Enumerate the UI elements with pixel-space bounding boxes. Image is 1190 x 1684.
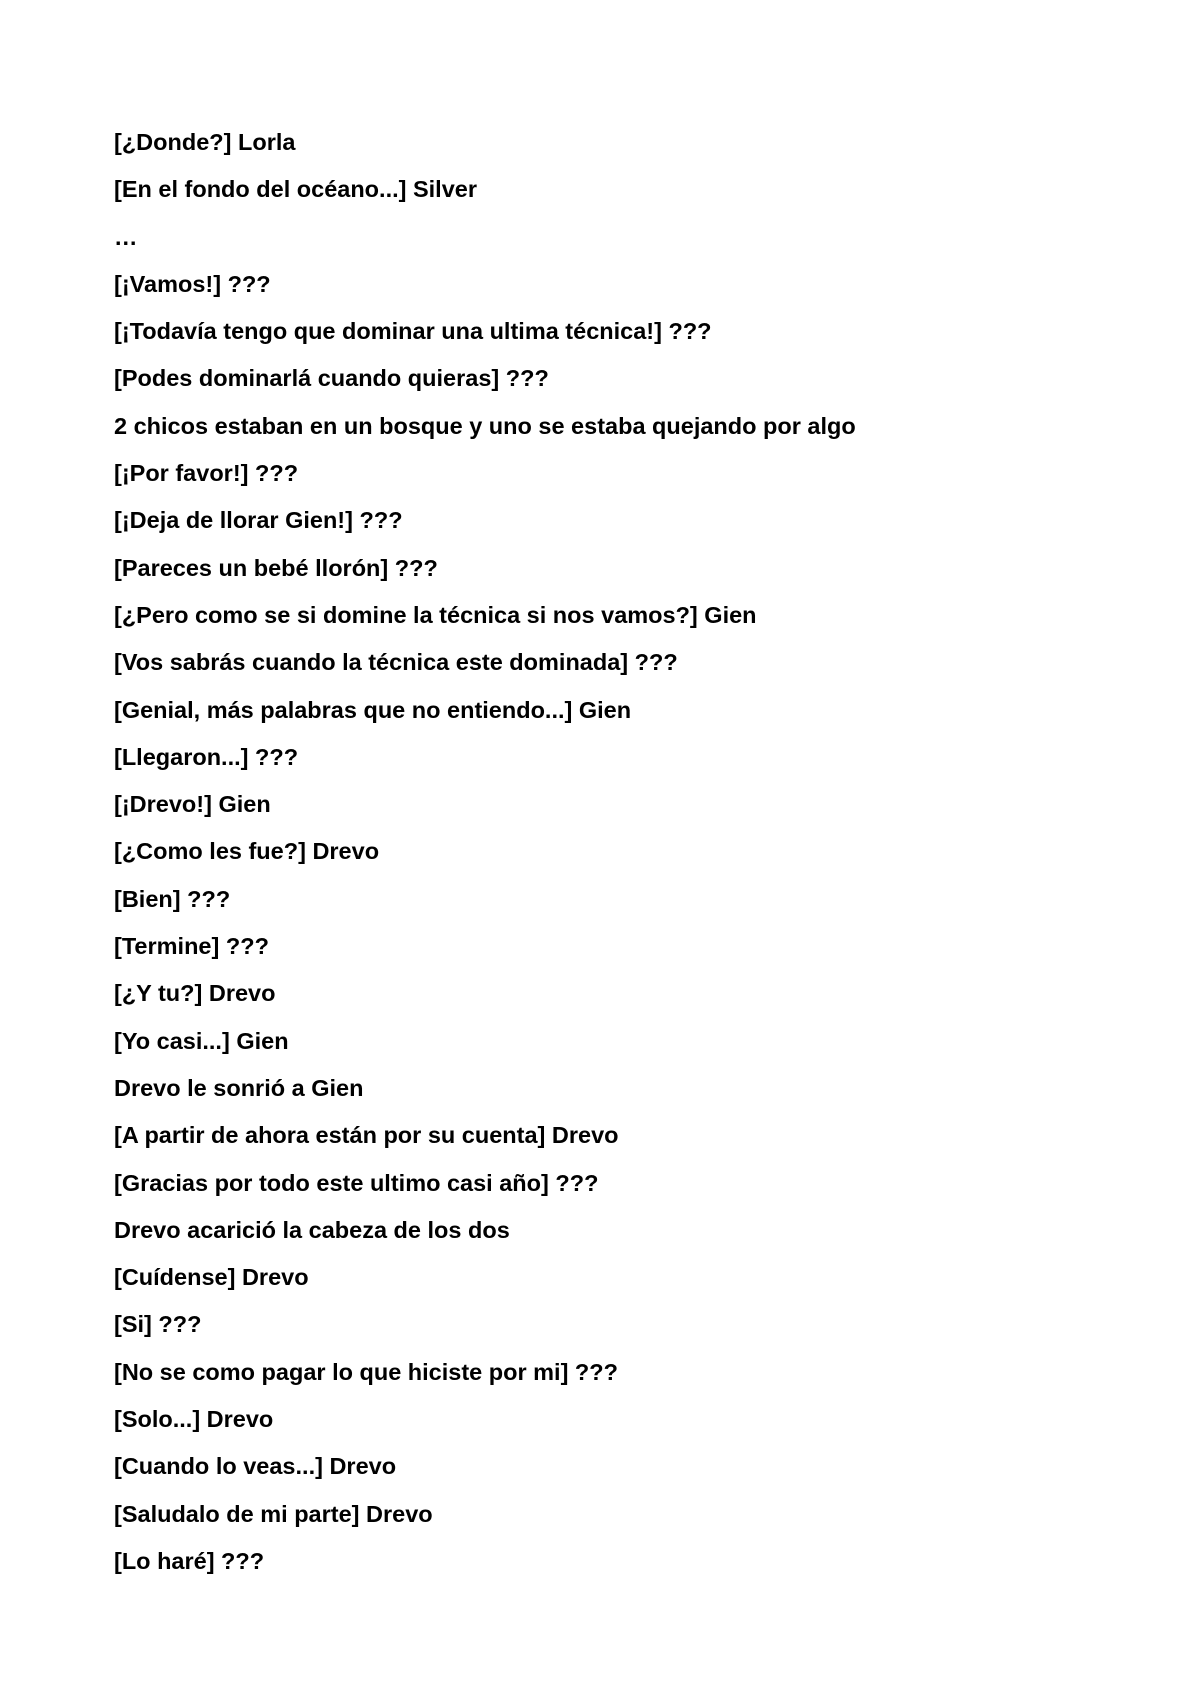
text-line: [¡Todavía tengo que dominar una ultima técnica!] ??? — [114, 318, 712, 345]
text-line: [Bien] ??? — [114, 885, 231, 912]
dialogue-text — [114, 127, 856, 1593]
text-line: [¡Por favor!] ??? — [114, 460, 299, 487]
text-line: [¿Pero como se si domine la técnica si nos vamos?] Gien — [114, 601, 757, 628]
text-line: [Cuídense] Drevo — [114, 1264, 309, 1291]
text-line: [Solo...] Drevo — [114, 1406, 274, 1433]
text-line: [Llegaron...] ??? — [114, 743, 299, 770]
text-line: [¡Deja de llorar Gien!] ??? — [114, 507, 403, 534]
text-line: [Pareces un bebé llorón] ??? — [114, 554, 438, 581]
text-line: [Lo haré] ??? — [114, 1547, 265, 1574]
text-line: [Cuando lo veas...] Drevo — [114, 1453, 397, 1480]
text-line: [¿Como les fue?] Drevo — [114, 838, 380, 865]
text-line: [Podes dominarlá cuando quieras] ??? — [114, 365, 549, 392]
text-line: … — [114, 223, 138, 250]
text-line: Drevo le sonrió a Gien — [114, 1074, 364, 1101]
text-line: 2 chicos estaban en un bosque y uno se estaba quejando por algo — [114, 412, 856, 439]
text-line: [Si] ??? — [114, 1311, 202, 1338]
text-line: [Genial, más palabras que no entiendo...] Gien — [114, 696, 632, 723]
text-line: [¡Vamos!] ??? — [114, 270, 271, 297]
text-line: [Vos sabrás cuando la técnica este dominada] ??? — [114, 649, 678, 676]
text-line: [¿Y tu?] Drevo — [114, 980, 276, 1007]
text-line: Drevo acarició la cabeza de los dos — [114, 1216, 510, 1243]
text-line: [A partir de ahora están por su cuenta] Drevo — [114, 1122, 619, 1149]
text-line: [Saludalo de mi parte] Drevo — [114, 1500, 433, 1527]
text-line: [Yo casi...] Gien — [114, 1027, 289, 1054]
text-line: [En el fondo del océano...] Silver — [114, 176, 477, 203]
text-line: [¿Donde?] Lorla — [114, 129, 296, 155]
text-line: [¡Drevo!] Gien — [114, 791, 271, 818]
text-line: [No se como pagar lo que hiciste por mi] ??? — [114, 1358, 618, 1385]
text-line: [Termine] ??? — [114, 933, 269, 960]
text-line: [Gracias por todo este ultimo casi año] ??? — [114, 1169, 599, 1196]
